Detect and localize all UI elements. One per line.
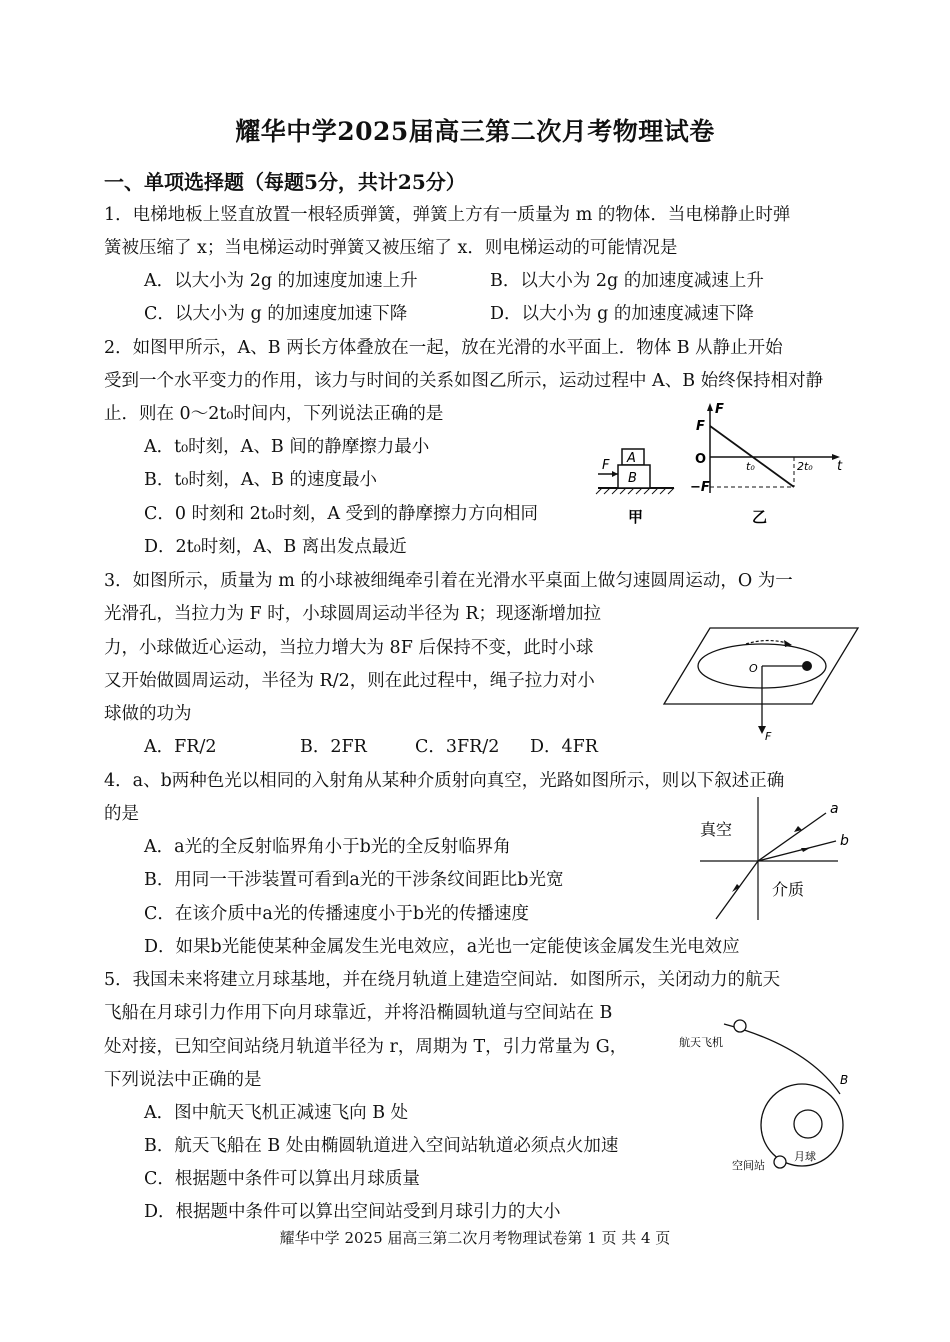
block-a-label: A (627, 451, 636, 466)
q4-option-a: A．a光的全反射临界角小于b光的全反射临界角 (144, 837, 511, 857)
q4-option-d: D．如果b光能使某种金属发生光电效应，a光也一定能使该金属发生光电效应 (144, 937, 740, 957)
q5-option-c: C．根据题中条件可以算出月球质量 (144, 1169, 420, 1189)
q3-option-b: B．2FR (300, 737, 367, 757)
ray-b-arrow (801, 848, 810, 852)
neg-f-tick-label: −F (690, 480, 710, 495)
origin-label: O (695, 452, 707, 467)
q2-option-c: C．0 时刻和 2t₀时刻，A 受到的静摩擦力方向相同 (144, 504, 539, 524)
q3-option-d: D．4FR (530, 737, 598, 757)
q2-stem-line-3: 止．则在 0～2t₀时间内，下列说法正确的是 (104, 404, 444, 424)
shuttle-marker (734, 1020, 746, 1032)
q4-stem-line-1: 4．a、b两种色光以相同的入射角从某种介质射向真空，光路如图所示，则以下叙述正确 (104, 771, 785, 791)
y-axis-arrow (707, 403, 713, 411)
q2-option-a: A．t₀时刻，A、B 间的静摩擦力最小 (144, 437, 430, 457)
x-axis-label: t (837, 459, 843, 474)
moon-label: 月球 (794, 1150, 816, 1163)
q4-option-c: C．在该介质中a光的传播速度小于b光的传播速度 (144, 904, 530, 924)
station-marker (774, 1156, 786, 1168)
q3-stem-line-1: 3．如图所示，质量为 m 的小球被细绳牵引着在光滑水平桌面上做匀速圆周运动，O 为一 (104, 571, 793, 591)
q5-option-b: B．航天飞船在 B 处由椭圆轨道进入空间站轨道必须点火加速 (144, 1136, 619, 1156)
q1-option-d: D．以大小为 g 的加速度减速下降 (490, 304, 754, 324)
q5-option-d: D．根据题中条件可以算出空间站受到月球引力的大小 (144, 1202, 561, 1222)
q5-stem-line-2: 飞船在月球引力作用下向月球靠近，并将沿椭圆轨道与空间站在 B (104, 1003, 613, 1023)
shuttle-label: 航天飞机 (679, 1036, 723, 1049)
force-arrow-head (612, 471, 618, 477)
y-axis-label: F (715, 402, 724, 417)
point-b-label: B (840, 1073, 849, 1087)
q4-figure-refraction (690, 795, 855, 925)
incident-ray (716, 861, 758, 919)
q4-stem-line-2: 的是 (104, 804, 139, 824)
q5-stem-line-3: 处对接，已知空间站绕月轨道半径为 r，周期为 T，引力常量为 G， (104, 1037, 628, 1057)
ray-b (758, 841, 836, 861)
ray-b-label: b (840, 833, 849, 849)
q4-option-b: B．用同一干涉装置可看到a光的干涉条纹间距比b光宽 (144, 870, 564, 890)
moon (794, 1110, 822, 1138)
section-heading: 一、单项选择题（每题5分，共计25分） (104, 170, 466, 194)
q3-option-a: A．FR/2 (144, 737, 217, 757)
q2-option-d: D．2t₀时刻，A、B 离出发点最近 (144, 537, 407, 557)
q3-stem-line-2: 光滑孔，当拉力为 F 时，小球圆周运动半径为 R；现逐渐增加拉 (104, 604, 602, 624)
ray-a (758, 813, 826, 861)
figure-yi-caption: 乙 (752, 508, 768, 526)
q3-stem-line-5: 球做的功为 (104, 704, 192, 724)
t0-label: t₀ (746, 460, 755, 473)
f-tick-label: F (696, 419, 705, 434)
page-title: 耀华中学2025届高三第二次月考物理试卷 (235, 117, 715, 146)
figure-jia-caption: 甲 (628, 508, 644, 526)
q2-figure-force-graph (690, 398, 850, 533)
page-footer: 耀华中学 2025 届高三第二次月考物理试卷第 1 页 共 4 页 (279, 1229, 671, 1247)
q3-stem-line-3: 力，小球做近心运动，当拉力增大为 8F 后保持不变，此时小球 (104, 638, 594, 658)
q1-option-a: A．以大小为 2g 的加速度加速上升 (144, 271, 418, 291)
medium-label: 介质 (772, 880, 805, 899)
q5-option-a: A．图中航天飞机正减速飞向 B 处 (144, 1103, 409, 1123)
table-surface (664, 628, 858, 704)
q5-stem-line-1: 5．我国未来将建立月球基地，并在绕月轨道上建造空间站．如图所示，关闭动力的航天 (104, 970, 781, 990)
q2-stem-line-1: 2．如图甲所示，A、B 两长方体叠放在一起，放在光滑的水平面上．物体 B 从静止开始 (104, 338, 783, 358)
force-arrow-label: F (602, 458, 610, 473)
ray-a-label: a (830, 801, 839, 817)
station-label: 空间站 (732, 1159, 765, 1172)
q1-stem-line-1: 1．电梯地板上竖直放置一根轻质弹簧，弹簧上方有一质量为 m 的物体．当电梯静止时弹 (104, 205, 791, 225)
q1-stem-line-2: 簧被压缩了 x；当电梯运动时弹簧又被压缩了 x．则电梯运动的可能情况是 (104, 238, 678, 258)
q2-option-b: B．t₀时刻，A、B 的速度最小 (144, 470, 377, 490)
q3-figure-circular-motion (660, 620, 865, 750)
q5-figure-orbit (672, 1012, 867, 1182)
q5-stem-line-4: 下列说法中正确的是 (104, 1070, 262, 1090)
q1-option-c: C．以大小为 g 的加速度加速下降 (144, 304, 408, 324)
q3-option-c: C．3FR/2 (415, 737, 500, 757)
vacuum-label: 真空 (700, 820, 733, 839)
q1-option-b: B．以大小为 2g 的加速度减速上升 (490, 271, 764, 291)
ball (802, 661, 812, 671)
q3-stem-line-4: 又开始做圆周运动，半径为 R/2，则在此过程中，绳子拉力对小 (104, 671, 595, 691)
hole-label: O (749, 662, 758, 675)
shuttle-trajectory (724, 1024, 840, 1094)
two-t0-label: 2t₀ (797, 460, 813, 473)
q2-stem-line-2: 受到一个水平变力的作用，该力与时间的关系如图乙所示，运动过程中 A、B 始终保持相对静 (104, 371, 824, 391)
pull-force-label: F (765, 730, 772, 743)
q2-figure-blocks (592, 440, 682, 535)
block-b-label: B (628, 471, 637, 486)
